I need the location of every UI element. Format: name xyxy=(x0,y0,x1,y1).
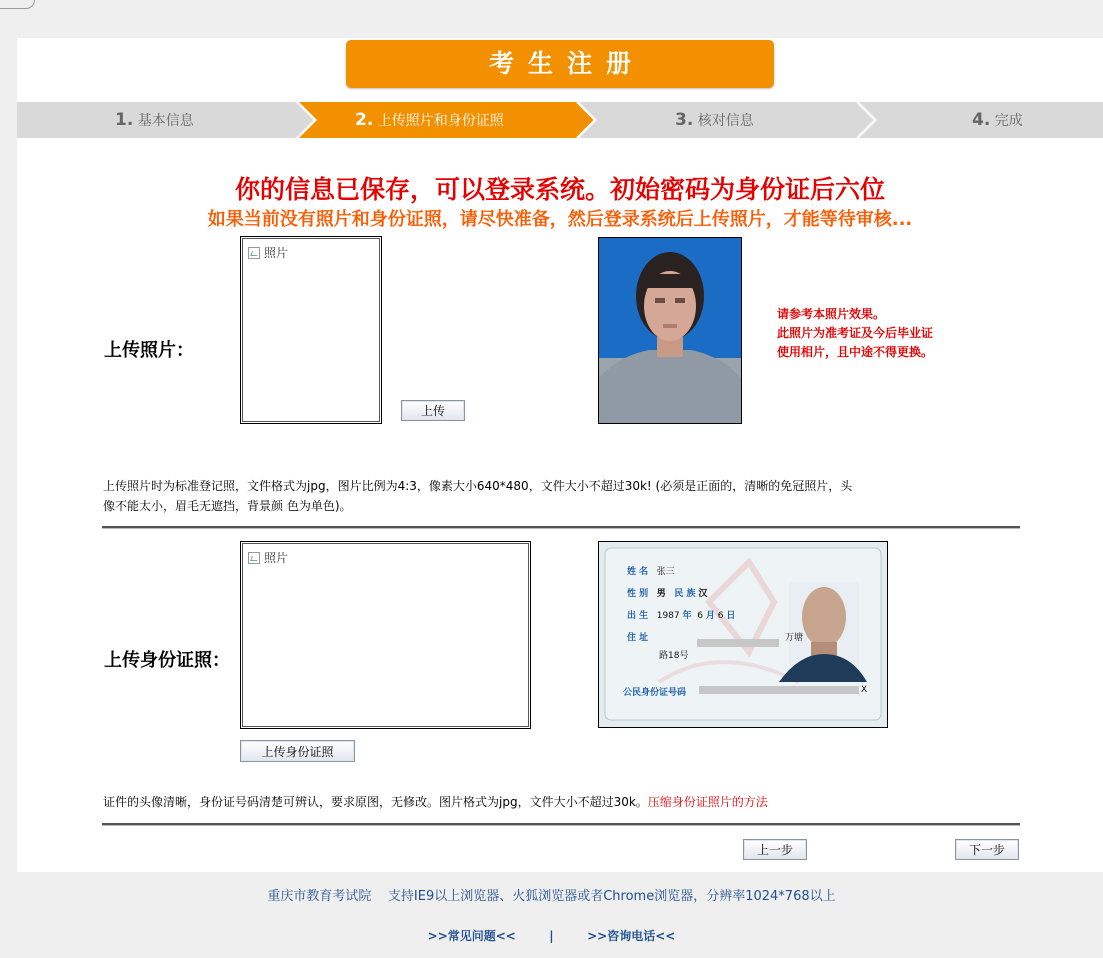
id-card-preview xyxy=(240,541,531,729)
step-1: 1. 基本信息 xyxy=(115,110,194,130)
registration-panel xyxy=(17,38,1103,872)
previous-step-button[interactable]: 上一步 xyxy=(743,839,807,860)
footer-browser-note: 支持IE9以上浏览器、火狐浏览器或者Chrome浏览器，分辨率1024*768以上 xyxy=(387,889,836,904)
broken-image-icon xyxy=(248,247,260,259)
photo-upload-button[interactable]: 上传 xyxy=(401,400,465,421)
saved-notice-headline: 你的信息已保存，可以登录系统。初始密码为身份证后六位 xyxy=(234,175,885,204)
sample-photo xyxy=(598,237,742,424)
sample-photo-note: 请参考本照片效果。 此照片为准考证及今后毕业证 使用相片，且中途不得更换。 xyxy=(777,307,934,359)
step-2: 2. 上传照片和身份证照 xyxy=(355,110,504,130)
photo-preview xyxy=(240,236,382,424)
faq-link[interactable]: >>常见问题<< xyxy=(427,929,516,943)
footer-separator: | xyxy=(549,929,554,943)
page-title: 考生注册 xyxy=(346,40,774,88)
photo-placeholder: 照片 xyxy=(248,244,288,261)
footer-org: 重庆市教育考试院 xyxy=(267,889,372,904)
footer-info xyxy=(0,885,1103,904)
id-card-requirements: 证件的头像清晰，身份证号码清楚可辨认，要求原图，无修改。图片格式为jpg，文件大小不超过30k。压缩身份证照片的方法 xyxy=(103,795,768,809)
photo-upload-label: 上传照片： xyxy=(104,340,194,361)
id-card-upload-button[interactable]: 上传身份证照 xyxy=(240,740,355,762)
compress-id-photo-link[interactable]: 压缩身份证照片的方法 xyxy=(647,795,768,809)
section-divider xyxy=(102,526,1020,529)
id-card-placeholder: 照片 xyxy=(248,549,288,566)
step-progress-bar xyxy=(17,102,1103,138)
step-4: 4. 完成 xyxy=(972,110,1023,130)
sample-id-card: 姓 名 张三 性 别 男 民 族 汉 出 生 1987 年 6 月 6 日 住 址 万塘 路18号 公民身份证号码 X xyxy=(598,541,888,728)
section-divider xyxy=(102,823,1020,826)
photo-requirements: 上传照片时为标准登记照，文件格式为jpg，图片比例为4:3，像素大小640*480，文件大小不超过30k! (必须是正面的，清晰的免冠照片，头 像不能太小，眉毛无遮挡，背景颜 色为单色)。 xyxy=(103,479,853,513)
step-3: 3. 核对信息 xyxy=(675,110,754,130)
next-step-button[interactable]: 下一步 xyxy=(955,839,1019,860)
upload-reminder: 如果当前没有照片和身份证照，请尽快准备，然后登录系统后上传照片，才能等待审核... xyxy=(207,209,913,230)
id-upload-label: 上传身份证照： xyxy=(104,650,230,671)
logo-fragment xyxy=(0,0,35,9)
footer-links xyxy=(0,927,1103,944)
phone-link[interactable]: >>咨询电话<< xyxy=(587,929,676,943)
broken-image-icon xyxy=(248,552,260,564)
